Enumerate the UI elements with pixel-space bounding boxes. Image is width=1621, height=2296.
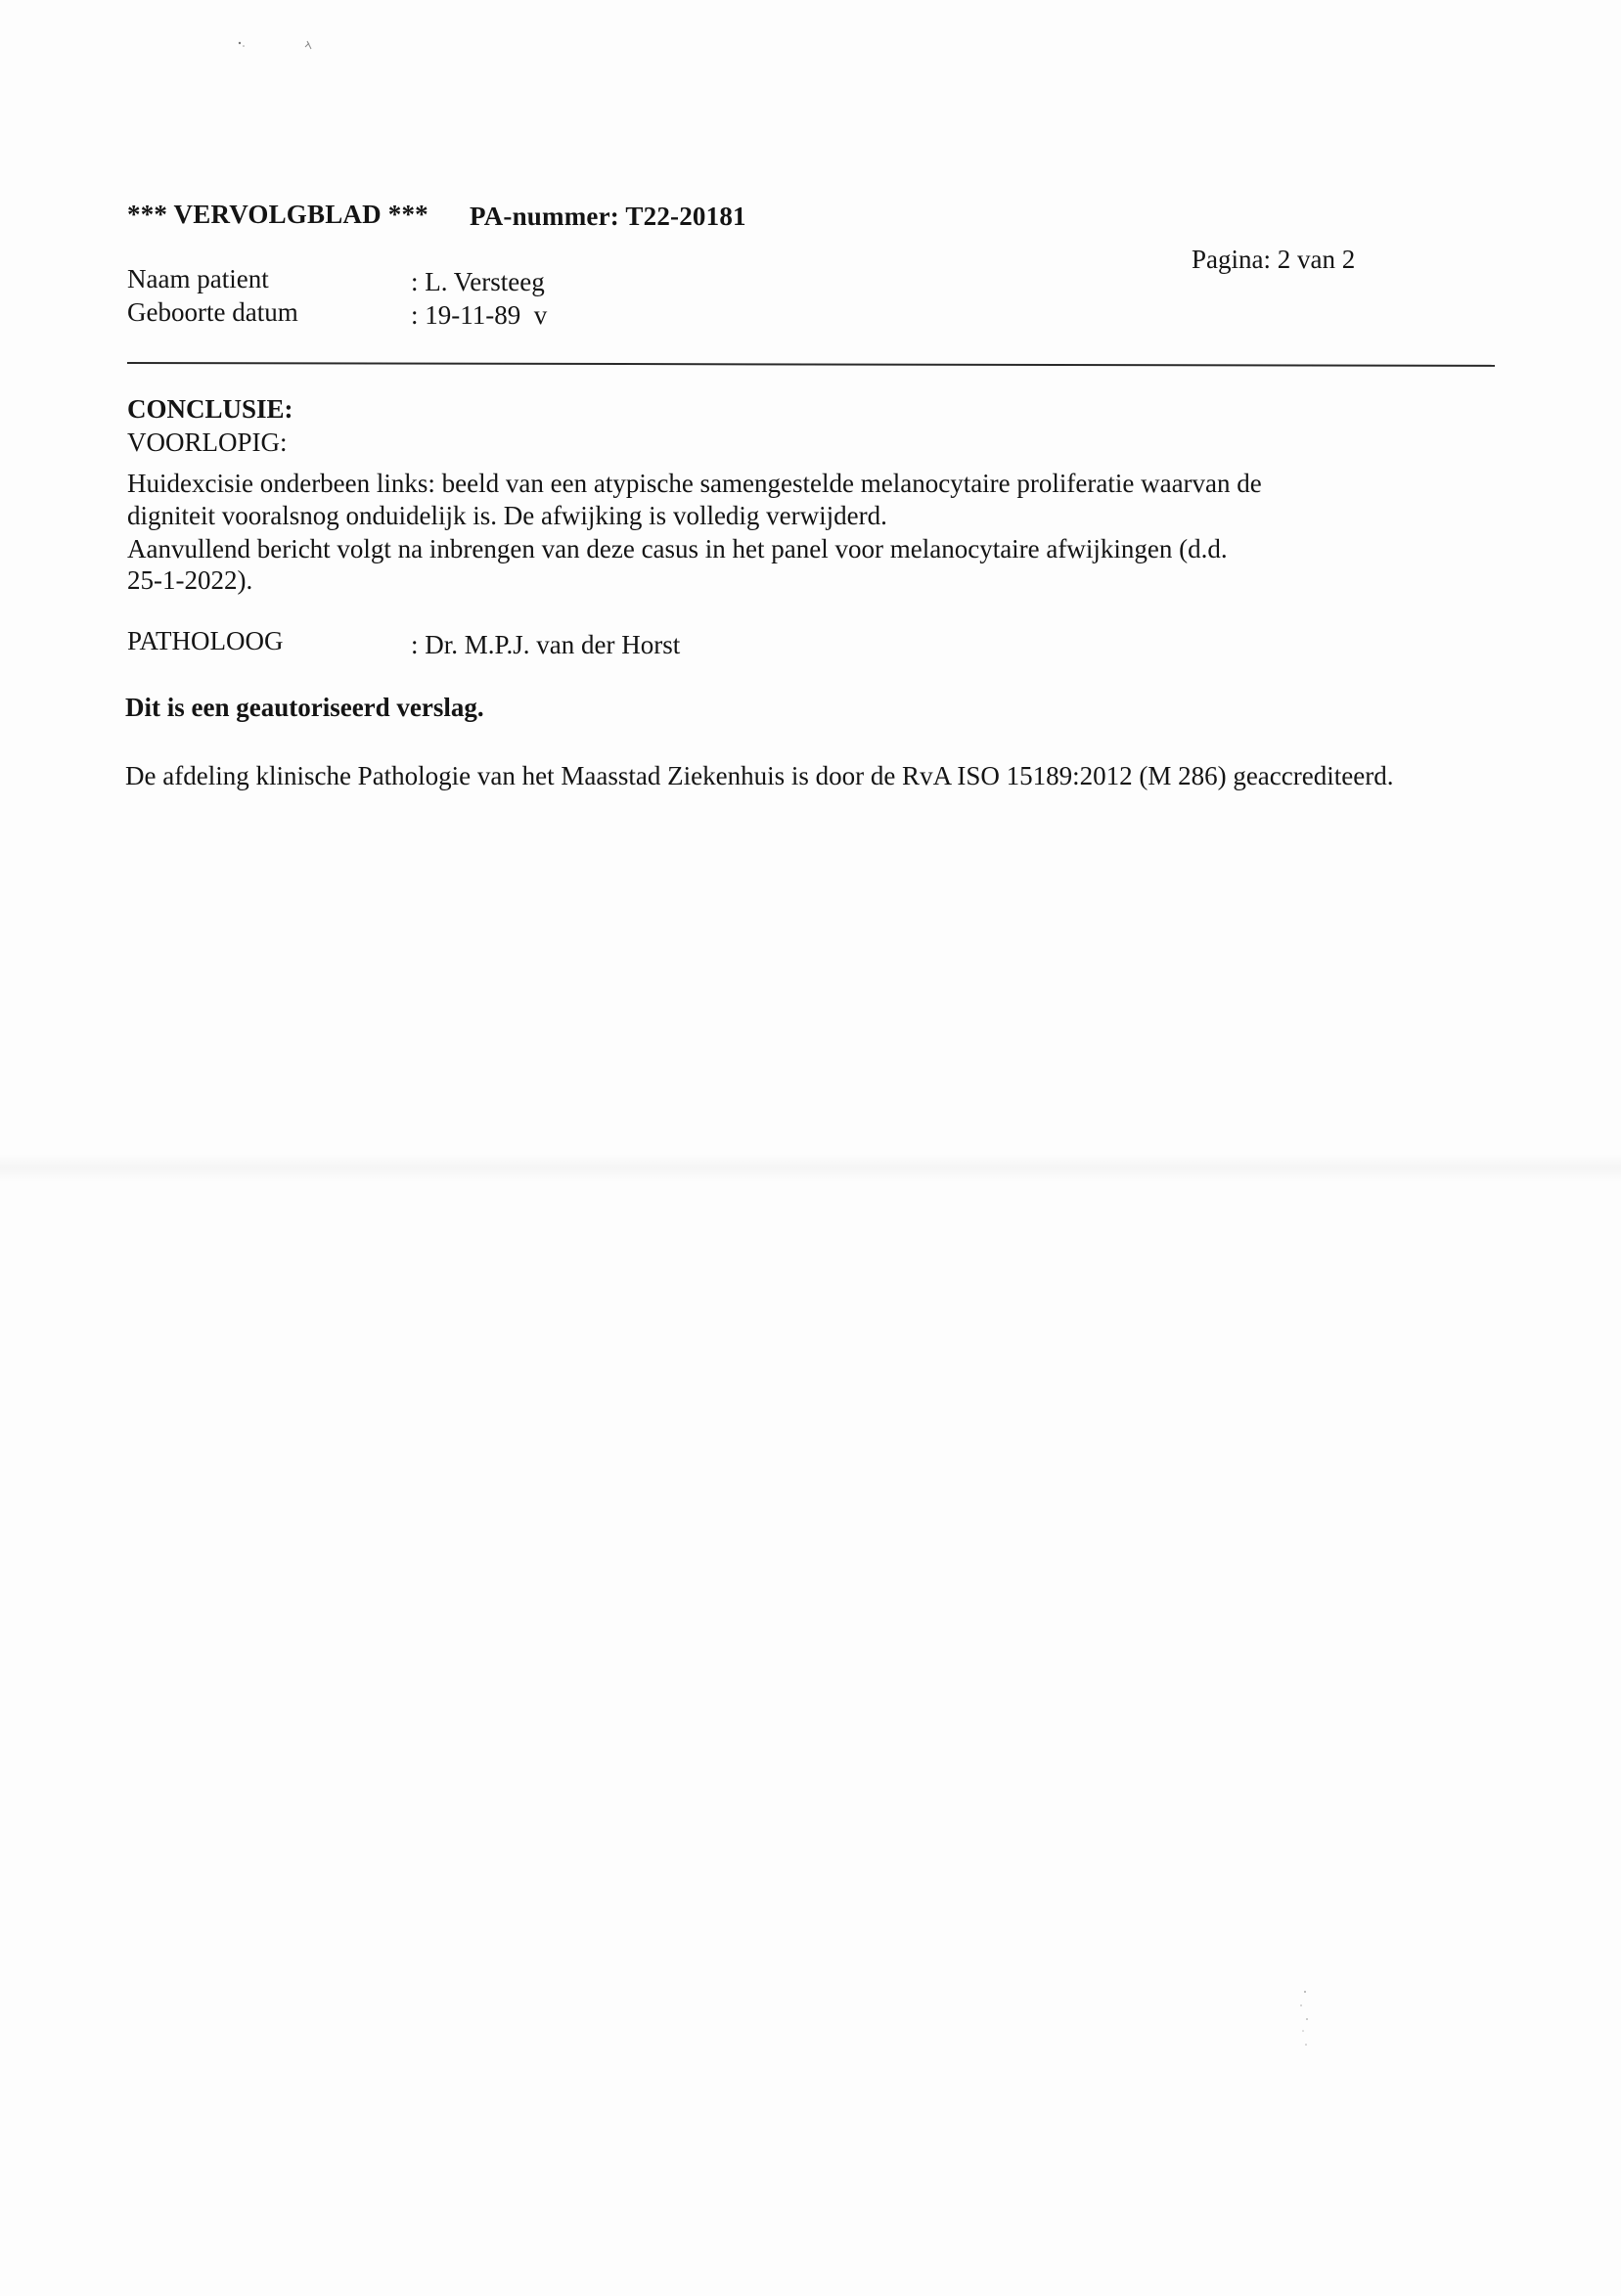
pathologist-label: PATHOLOOG [127,626,284,655]
patient-dob-label: Geboorte datum [127,297,298,327]
header-divider [127,362,1495,367]
conclusion-subheading: VOORLOPIG: [127,428,288,457]
sheet-title: *** VERVOLGBLAD *** [127,200,428,229]
patient-dob-value: : 19-11-89 v [411,300,548,330]
conclusion-heading: CONCLUSIE: [127,394,293,424]
patient-name-label: Naam patient [127,264,269,293]
conclusion-line: 25-1-2022). [127,565,253,595]
pa-number: PA-nummer: T22-20181 [470,202,746,231]
authorized-note: Dit is een geautoriseerd verslag. [125,693,484,722]
scan-specks-lower [1291,1986,1321,2054]
conclusion-line: Huidexcisie onderbeen links: beeld van een atypische samengestelde melanocytaire proliferatie waarvan de [127,469,1262,498]
conclusion-line: digniteit vooralsnog onduidelijk is. De afwijking is volledig verwijderd. [127,501,887,530]
paper-fold [0,1154,1621,1182]
accreditation-statement: De afdeling klinische Pathologie van het Maasstad Ziekenhuis is door de RvA ISO 15189:2012 (M 286) geaccrediteerd. [125,761,1394,790]
page-indicator: Pagina: 2 van 2 [1192,245,1356,274]
scan-specks [235,37,323,57]
patient-name-value: : L. Versteeg [411,267,545,296]
conclusion-line: Aanvullend bericht volgt na inbrengen van deze casus in het panel voor melanocytaire afwijkingen (d.d. [127,534,1228,563]
pathologist-value: : Dr. M.P.J. van der Horst [411,630,681,659]
